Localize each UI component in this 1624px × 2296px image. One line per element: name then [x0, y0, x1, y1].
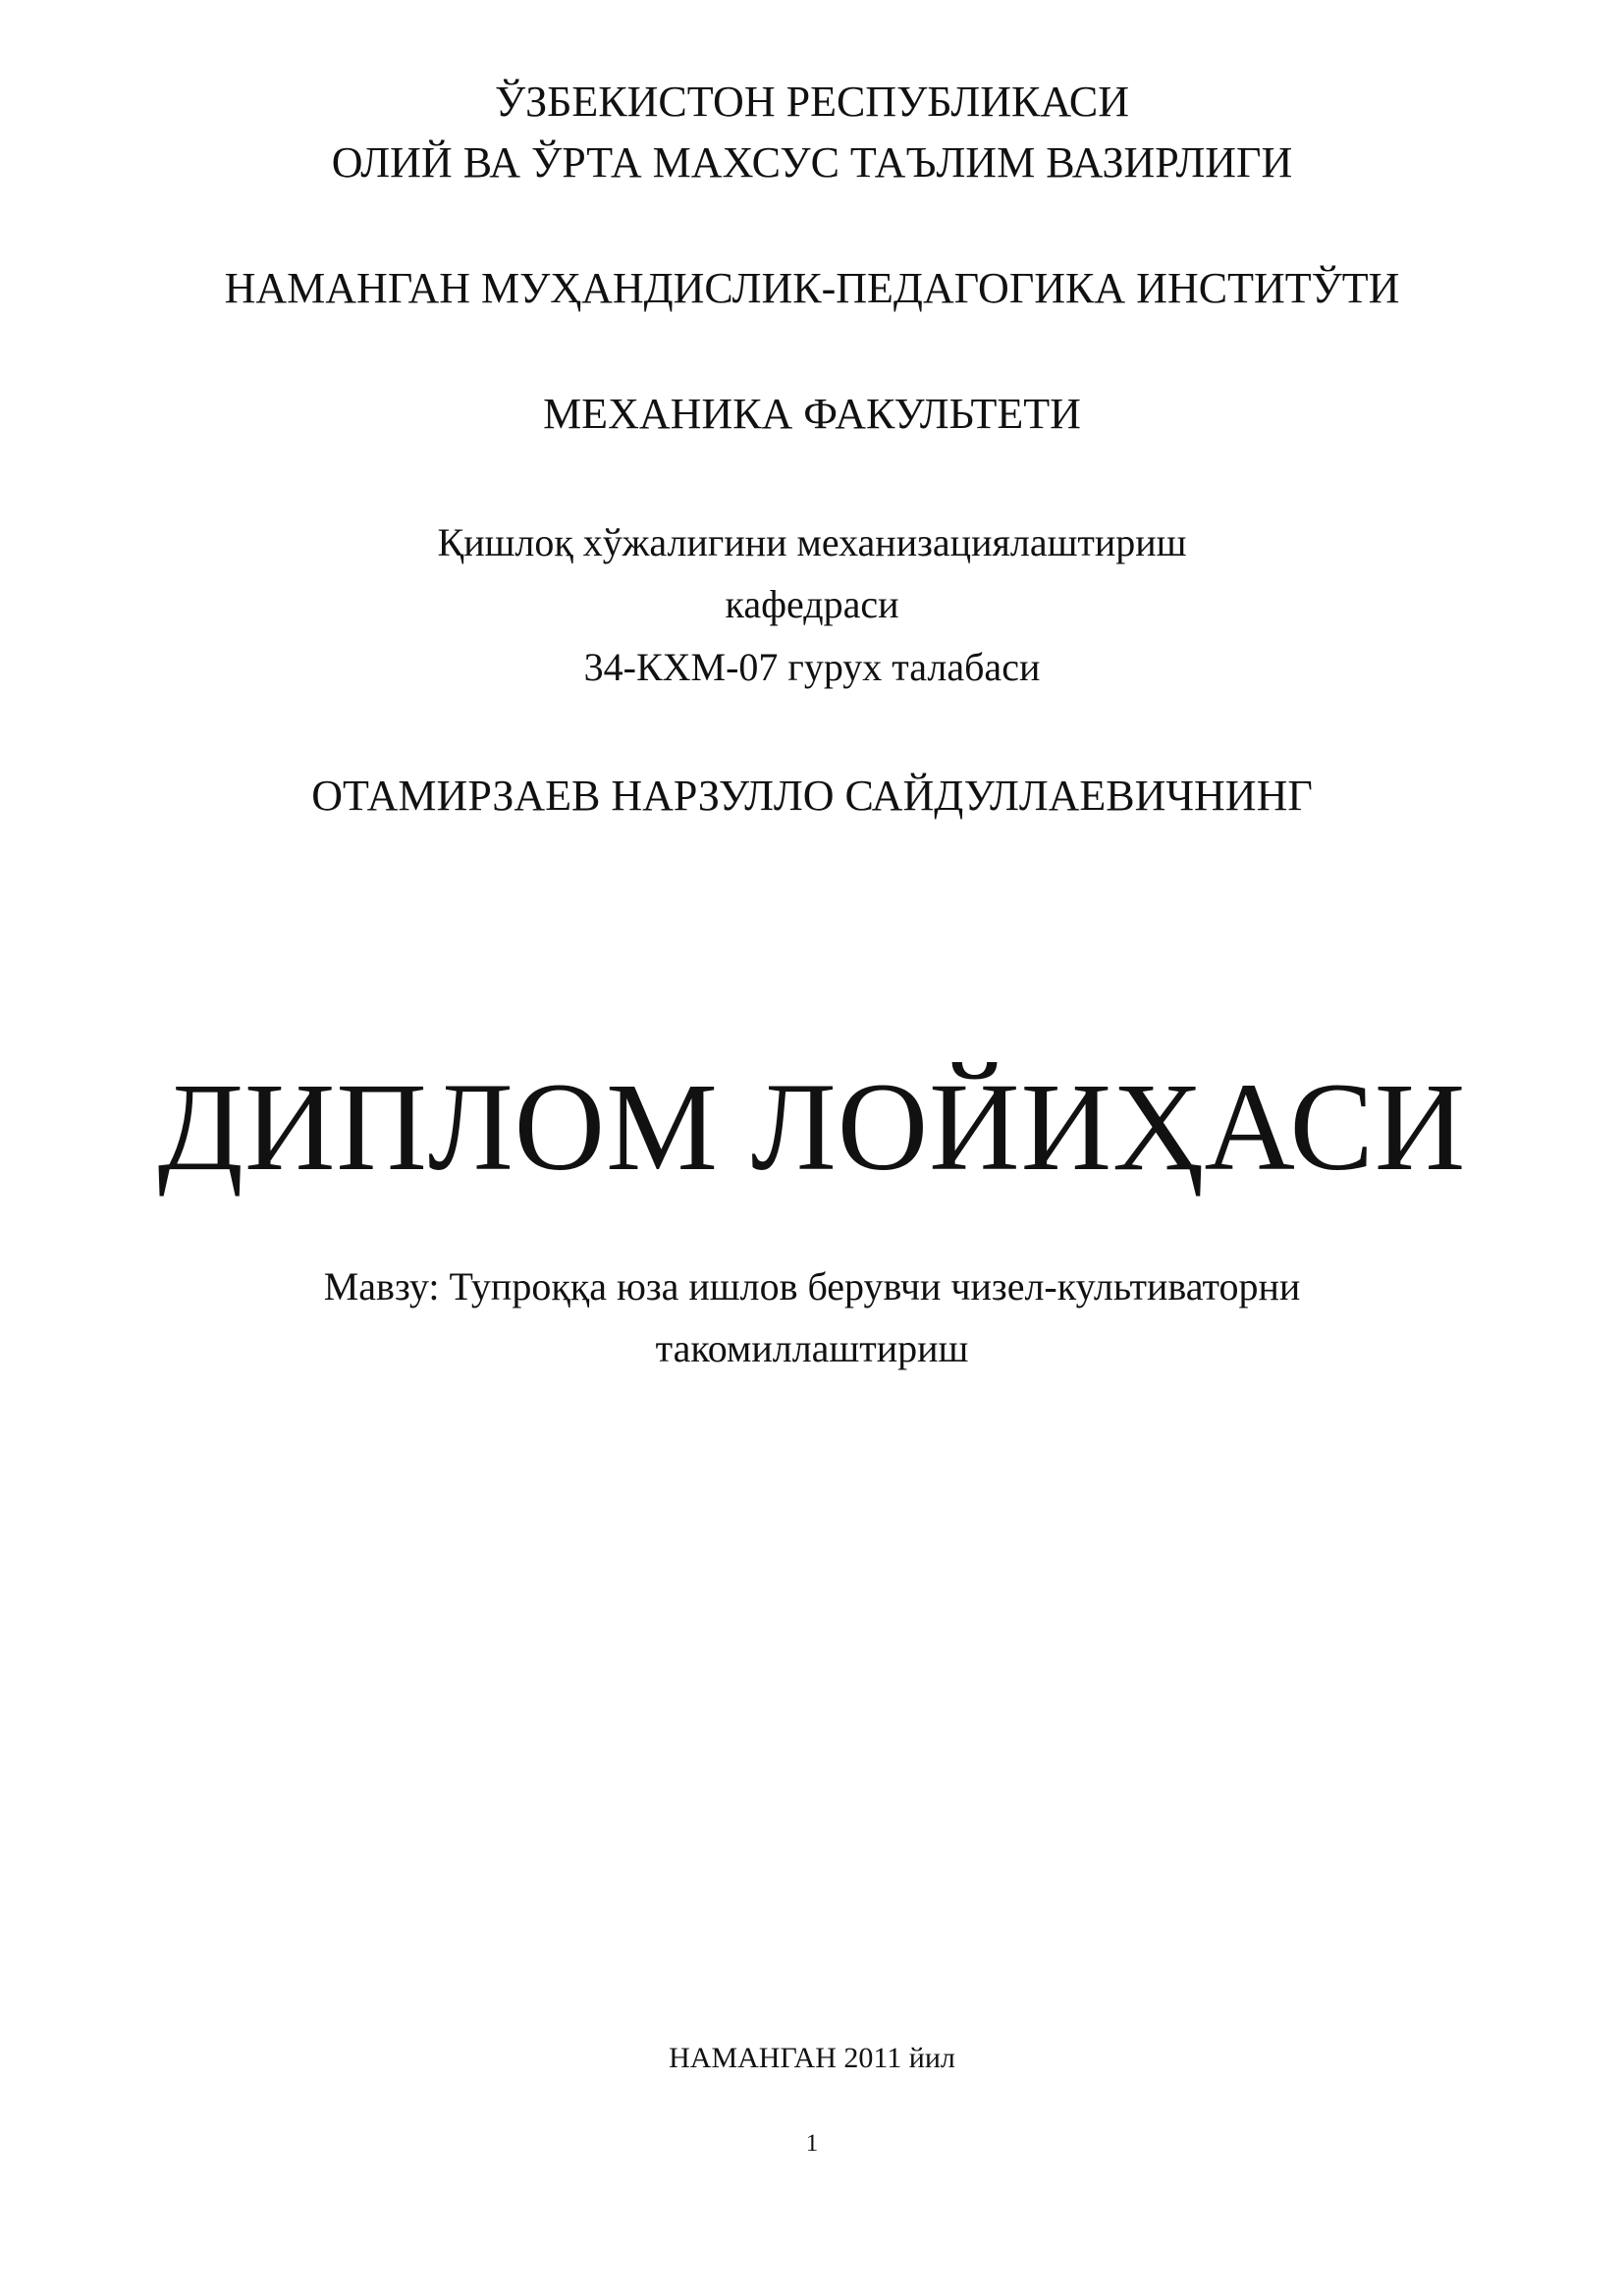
institute-heading: НАМАНГАН МУҲАНДИСЛИК-ПЕДАГОГИКА ИНСТИТЎТИ	[224, 264, 1400, 312]
faculty-heading: МЕХАНИКА ФАКУЛЬТЕТИ	[543, 390, 1081, 438]
place-year: НАМАНГАН 2011 йил	[669, 2042, 955, 2074]
document-title: ДИПЛОМ ЛОЙИҲАСИ	[157, 1057, 1467, 1197]
student-name: ОТАМИРЗАЕВ НАРЗУЛЛО САЙДУЛЛАЕВИЧНИНГ	[311, 772, 1313, 820]
topic-line: такомиллаштириш	[655, 1326, 969, 1370]
student-group: 34-КХМ-07 гурух талабаси	[583, 645, 1041, 689]
department-line: кафедраси	[725, 582, 899, 626]
page-number: 1	[805, 2130, 819, 2157]
ministry-heading: ОЛИЙ ВА ЎРТА МАХСУС ТАЪЛИМ ВАЗИРЛИГИ	[331, 138, 1293, 187]
department-line: Қишлоқ хўжалигини механизациялаштириш	[437, 520, 1187, 564]
topic-line: Мавзу: Тупроққа юза ишлов берувчи чизел-культиваторни	[323, 1264, 1301, 1308]
republic-heading: ЎЗБЕКИСТОН РЕСПУБЛИКАСИ	[494, 78, 1130, 126]
